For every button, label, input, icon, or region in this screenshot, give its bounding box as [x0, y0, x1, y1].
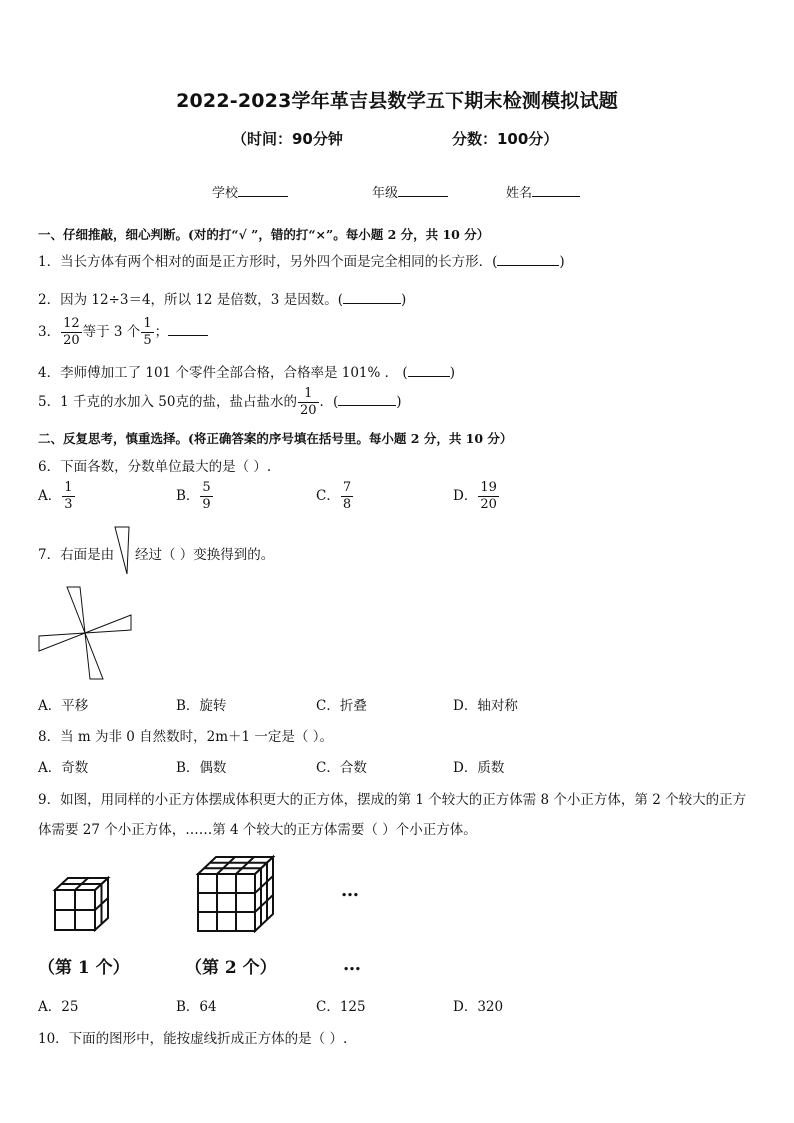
question-4: 4．李师傅加工了 101 个零件全部合格，合格率是 101% ． ( ) — [38, 361, 455, 381]
fraction-1-20: $\frac{1}{20}$ — [299, 386, 317, 418]
q7-option-a: A．平移 — [38, 698, 89, 714]
q6-option-d: D． $\frac{19}{20}$ — [453, 480, 497, 512]
question-9-line-1: 9．如图，用同样的小正方体摆成体积更大的正方体，摆成的第 1 个较大的正方体需 8 个小正方体，第 2 个较大的正方 — [38, 792, 747, 808]
page-title: 2022-2023学年革吉县数学五下期末检测模拟试题 — [176, 90, 618, 112]
q9-option-b: B．64 — [176, 999, 217, 1015]
q8-option-a: A．奇数 — [38, 760, 89, 776]
q8-option-d: D．质数 — [453, 760, 505, 776]
question-2: 2．因为 12÷3＝4，所以 12 是倍数，3 是因数。( ) — [38, 288, 406, 308]
q7-option-b: B．旋转 — [176, 698, 227, 714]
question-10: 10．下面的图形中，能按虚线折成正方体的是（ ）. — [38, 1031, 348, 1047]
cube-2x2-figure — [54, 876, 114, 936]
question-1: 1．当长方体有两个相对的面是正方形时，另外四个面是完全相同的长方形．( ) — [38, 250, 565, 270]
exam-score: 分数：100分） — [452, 130, 559, 148]
fraction-12-20: $\frac{12}{20}$ — [63, 316, 80, 348]
q7-option-d: D．轴对称 — [453, 698, 518, 714]
q8-option-c: C．合数 — [316, 760, 367, 776]
q7-option-c: C．折叠 — [316, 698, 367, 714]
question-3: 3． $\frac{12}{20}$ 等于 3 个 $\frac{1}{5}$ ； — [38, 316, 208, 349]
section-2-heading: 二、反复思考，慎重选择。(将正确答案的序号填在括号里。每小题 2 分，共 10 分） — [38, 431, 513, 446]
question-7-b: 经过（ ）变换得到的。 — [135, 547, 275, 563]
question-8: 8．当 m 为非 0 自然数时，2m＋1 一定是（ ）。 — [38, 729, 333, 745]
q9-option-a: A．25 — [38, 999, 79, 1015]
ellipsis-bottom: … — [343, 954, 361, 975]
figure-2-caption: （第 2 个） — [185, 958, 277, 978]
grade-field: 年级 — [372, 182, 448, 201]
section-1-heading: 一、仔细推敲，细心判断。(对的打“√ ”，错的打“×”。每小题 2 分，共 10 分） — [38, 227, 490, 242]
q6-option-c: C． $\frac{7}{8}$ — [316, 480, 352, 512]
ellipsis-top: … — [341, 880, 359, 901]
question-9-line-2: 体需要 27 个小正方体，……第 4 个较大的正方体需要（ ）个小正方体。 — [38, 822, 477, 838]
name-field: 姓名 — [506, 182, 580, 201]
q9-option-c: C．125 — [316, 999, 366, 1015]
q6-option-a: A． $\frac{1}{3}$ — [38, 480, 73, 512]
pinwheel-figure — [36, 585, 136, 685]
figure-1-caption: （第 1 个） — [38, 958, 130, 978]
cube-3x3-figure — [197, 856, 277, 936]
q6-option-b: B． $\frac{5}{9}$ — [176, 480, 211, 512]
q8-option-b: B．偶数 — [176, 760, 227, 776]
q9-option-d: D．320 — [453, 999, 504, 1015]
question-7-a: 7．右面是由 — [38, 547, 115, 563]
fraction-1-5: $\frac{1}{5}$ — [143, 316, 152, 348]
question-5: 5．1 千克的水加入 50克的盐，盐占盐水的 $\frac{1}{20}$ ．( ) — [38, 386, 402, 418]
triangle-icon — [114, 526, 132, 576]
school-field: 学校 — [212, 182, 288, 201]
question-6: 6．下面各数，分数单位最大的是（ ）. — [38, 459, 272, 475]
exam-time: （时间：90分钟 — [232, 130, 343, 148]
